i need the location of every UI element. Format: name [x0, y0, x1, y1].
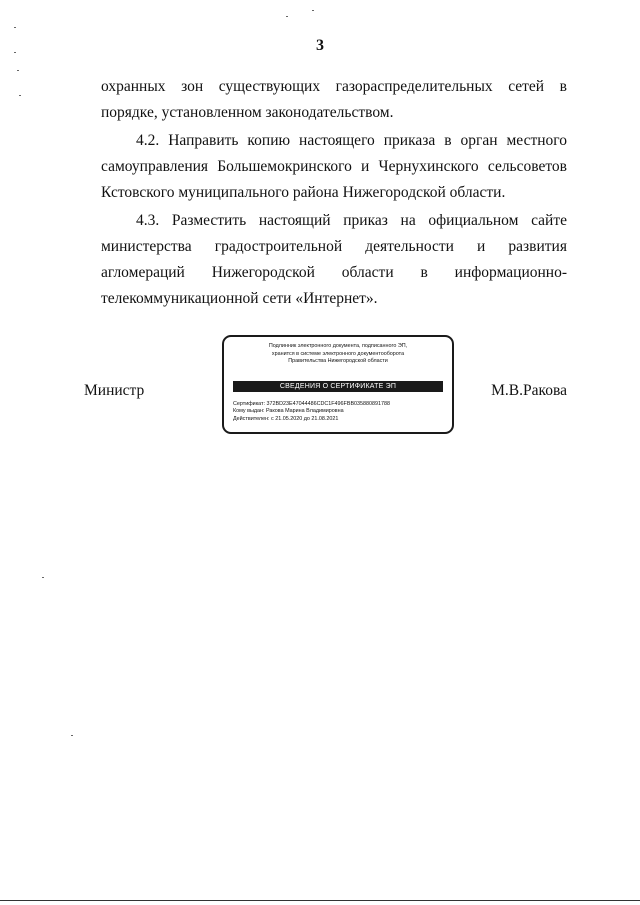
- paragraph-4-3: 4.3. Разместить настоящий приказ на официальном сайте министерства градостроительной деятельности и развития агломераций Нижегородской области в информационно-телекоммуникационной сети «Интернет».: [101, 212, 567, 307]
- stamp-certificate-bar: СВЕДЕНИЯ О СЕРТИФИКАТЕ ЭП: [233, 381, 443, 392]
- stamp-details: [233, 401, 448, 423]
- issued-to-label: Кому выдан:: [233, 408, 265, 415]
- paragraph-4-2: 4.2. Направить копию настоящего приказа в орган местного самоуправления Большемокринского и Чернухинского сельсоветов Кстовского муниципального района Нижегородской области.: [101, 132, 567, 201]
- scan-speck: [286, 16, 288, 17]
- issued-to-value: Ракова Марина Владимировна: [265, 408, 344, 415]
- stamp-header-line: Подлинник электронного документа, подписанного ЭП,: [268, 343, 408, 349]
- valid-label: Действителен:: [233, 415, 270, 422]
- stamp-valid-row: [233, 416, 448, 423]
- stamp-header-line: хранится в системе электронного документооборота: [271, 350, 405, 357]
- page-number: 3: [316, 37, 324, 54]
- certificate-value: 372BD23E47044486CDC1F496FBB035880891788: [266, 401, 391, 407]
- scan-speck: [19, 95, 21, 96]
- signer-title: Министр: [84, 382, 145, 399]
- stamp-header-line: Правительства Нижегородской области: [288, 358, 388, 364]
- stamp-header: [228, 343, 448, 366]
- scan-speck: [17, 70, 19, 71]
- electronic-signature-stamp: [222, 335, 454, 434]
- signer-name: М.В.Ракова: [491, 382, 567, 399]
- scan-speck: [42, 577, 44, 578]
- scan-speck: [14, 27, 16, 28]
- scan-speck: [71, 735, 73, 736]
- stamp-issued-to-row: [233, 408, 448, 415]
- paragraph-continuation: охранных зон существующих газораспределительных сетей в порядке, установленном законодательством.: [101, 78, 567, 121]
- certificate-label: Сертификат:: [233, 401, 266, 407]
- page-bottom-edge: [0, 900, 640, 901]
- valid-value: с 21.05.2020 до 21.08.2021: [271, 415, 339, 422]
- scan-speck: [312, 10, 314, 11]
- stamp-certificate-row: [233, 401, 448, 408]
- scan-speck: [14, 52, 16, 53]
